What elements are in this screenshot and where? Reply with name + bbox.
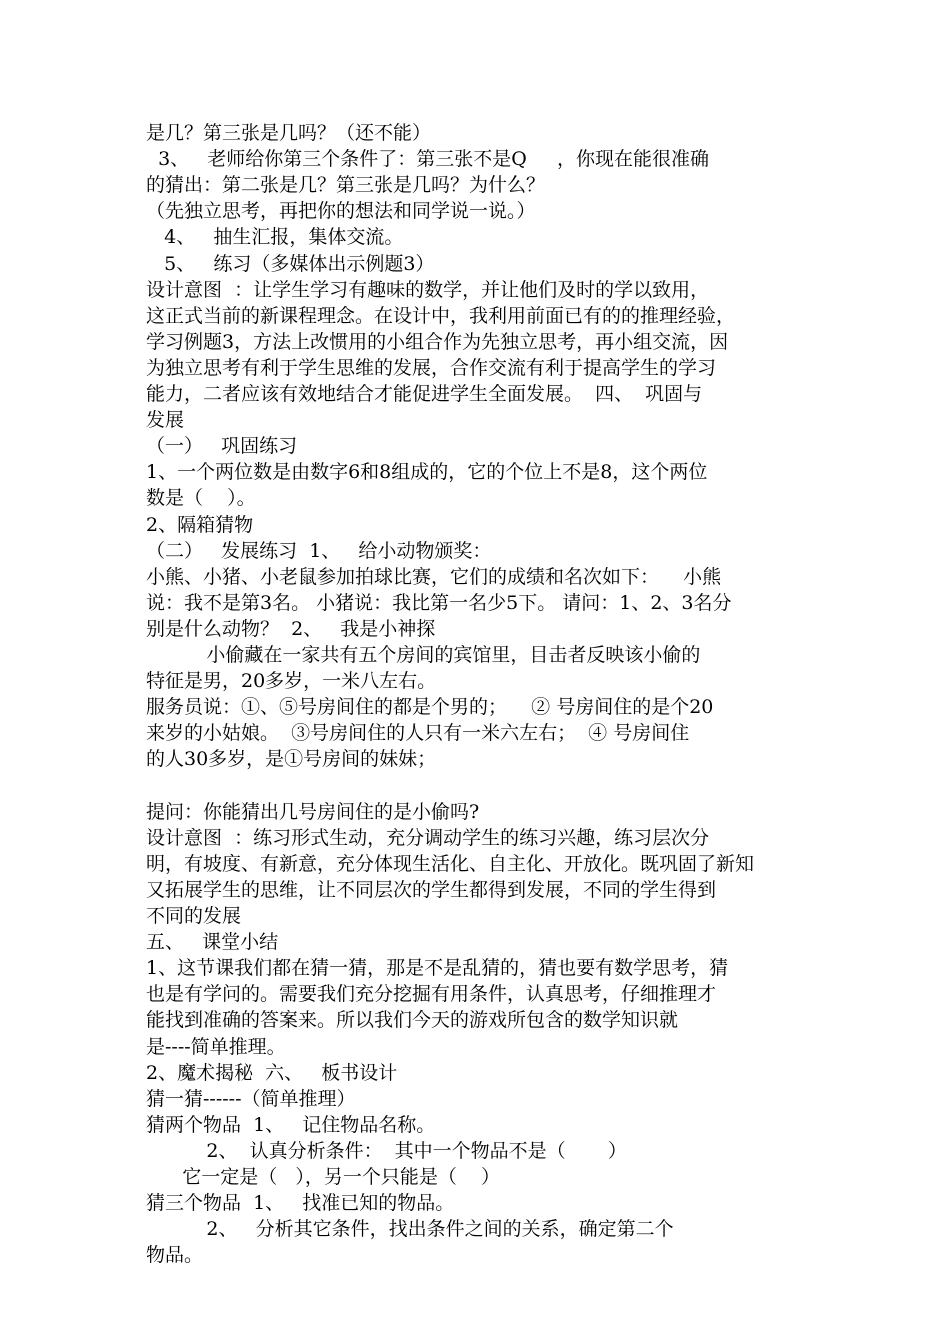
text-line: 的猜出：第二张是几？第三张是几吗？为什么？ <box>146 174 546 197</box>
text-line: 学习例题3，方法上改惯用的小组合作为先独立思考，再小组交流，因 <box>146 330 729 353</box>
text-line: 明，有坡度、有新意，充分体现生活化、自主化、开放化。既巩固了新知 <box>146 852 755 875</box>
text-line: （一） 巩固练习 <box>146 435 298 458</box>
text-line: 小偷藏在一家共有五个房间的宾馆里，目击者反映该小偷的 <box>146 644 701 666</box>
text-line: 提问：你能猜出几号房间住的是小偷吗? <box>146 800 480 823</box>
text-line: （先独立思考，再把你的想法和同学说一说。） <box>146 200 536 223</box>
text-line: 不同的发展 <box>146 905 242 927</box>
text-line: 3、 老师给你第三个条件了：第三张不是Q ，你现在能很准确 <box>146 148 710 171</box>
text-line: 能找到准确的答案来。所以我们今天的游戏所包含的数学知识就 <box>146 1009 679 1032</box>
text-line: 特征是男，20多岁，一米八左右。 <box>146 670 437 693</box>
text-line: 猜一猜------（简单推理） <box>146 1087 356 1110</box>
text-line: 2、 分析其它条件，找出条件之间的关系，确定第二个 <box>146 1218 674 1241</box>
text-line: 2、隔箱猜物 <box>146 513 254 536</box>
text-line: 这正式当前的新课程理念。在设计中，我利用前面已有的的推理经验， <box>146 304 736 327</box>
text-line: 能力，二者应该有效地结合才能促进学生全面发展。 四、 巩固与 <box>146 383 703 405</box>
text-line: 猜两个物品 1、 记住物品名称。 <box>146 1113 436 1136</box>
text-line: 是----简单推理。 <box>146 1035 286 1058</box>
text-line: 别是什么动物？ 2、 我是小神探 <box>146 617 436 640</box>
text-line: 1、一个两位数是由数字6和8组成的，它的个位上不是8，这个两位 <box>146 461 708 484</box>
text-line: 数是（ ）。 <box>146 487 256 510</box>
text-line: 小熊、小猪、小老鼠参加拍球比赛，它们的成绩和名次如下： 小熊 <box>146 565 722 588</box>
text-line: 猜三个物品 1、 找准已知的物品。 <box>146 1192 455 1215</box>
text-line: 1、这节课我们都在猜一猜，那是不是乱猜的，猜也要有数学思考，猜 <box>146 957 729 980</box>
text-line: 说：我不是第3名。 小猪说：我比第一名少5下。 请问：1、2、3名分 <box>146 591 732 614</box>
text-line: 是几？第三张是几吗？（还不能） <box>146 122 432 144</box>
text-line: 的人30多岁，是①号房间的妹妹； <box>146 748 437 771</box>
text-line: 2、魔术揭秘 六、 板书设计 <box>146 1061 398 1084</box>
text-line: 5、 练习（多媒体出示例题3） <box>146 252 435 275</box>
text-line: 设计意图 ：练习形式生动，充分调动学生的练习兴趣，练习层次分 <box>146 826 710 849</box>
text-line: 五、 课堂小结 <box>146 931 279 954</box>
text-line: 设计意图 ：让学生学习有趣味的数学，并让他们及时的学以致用， <box>146 278 710 301</box>
text-line: 2、 认真分析条件： 其中一个物品不是（ ） <box>146 1139 627 1162</box>
text-line: 又拓展学生的思维，让不同层次的学生都得到发展，不同的学生得到 <box>146 878 717 901</box>
text-line: （二） 发展练习 1、 给小动物颁奖： <box>146 539 492 562</box>
text-line: 来岁的小姑娘。 ③号房间住的人只有一米六左右； ④ 号房间住 <box>146 722 690 745</box>
text-line: 服务员说：①、⑤号房间住的都是个男的； ② 号房间住的是个20 <box>146 696 714 719</box>
text-line: 它一定是（ ），另一个只能是（ ） <box>146 1166 501 1188</box>
text-line: 为独立思考有利于学生思维的发展，合作交流有利于提高学生的学习 <box>146 356 717 379</box>
text-line: 物品。 <box>146 1244 204 1267</box>
text-line: 4、 抽生汇报，集体交流。 <box>146 226 404 249</box>
text-line: 也是有学问的。需要我们充分挖掘有用条件，认真思考，仔细推理才 <box>146 983 717 1006</box>
text-line: 发展 <box>146 409 185 432</box>
